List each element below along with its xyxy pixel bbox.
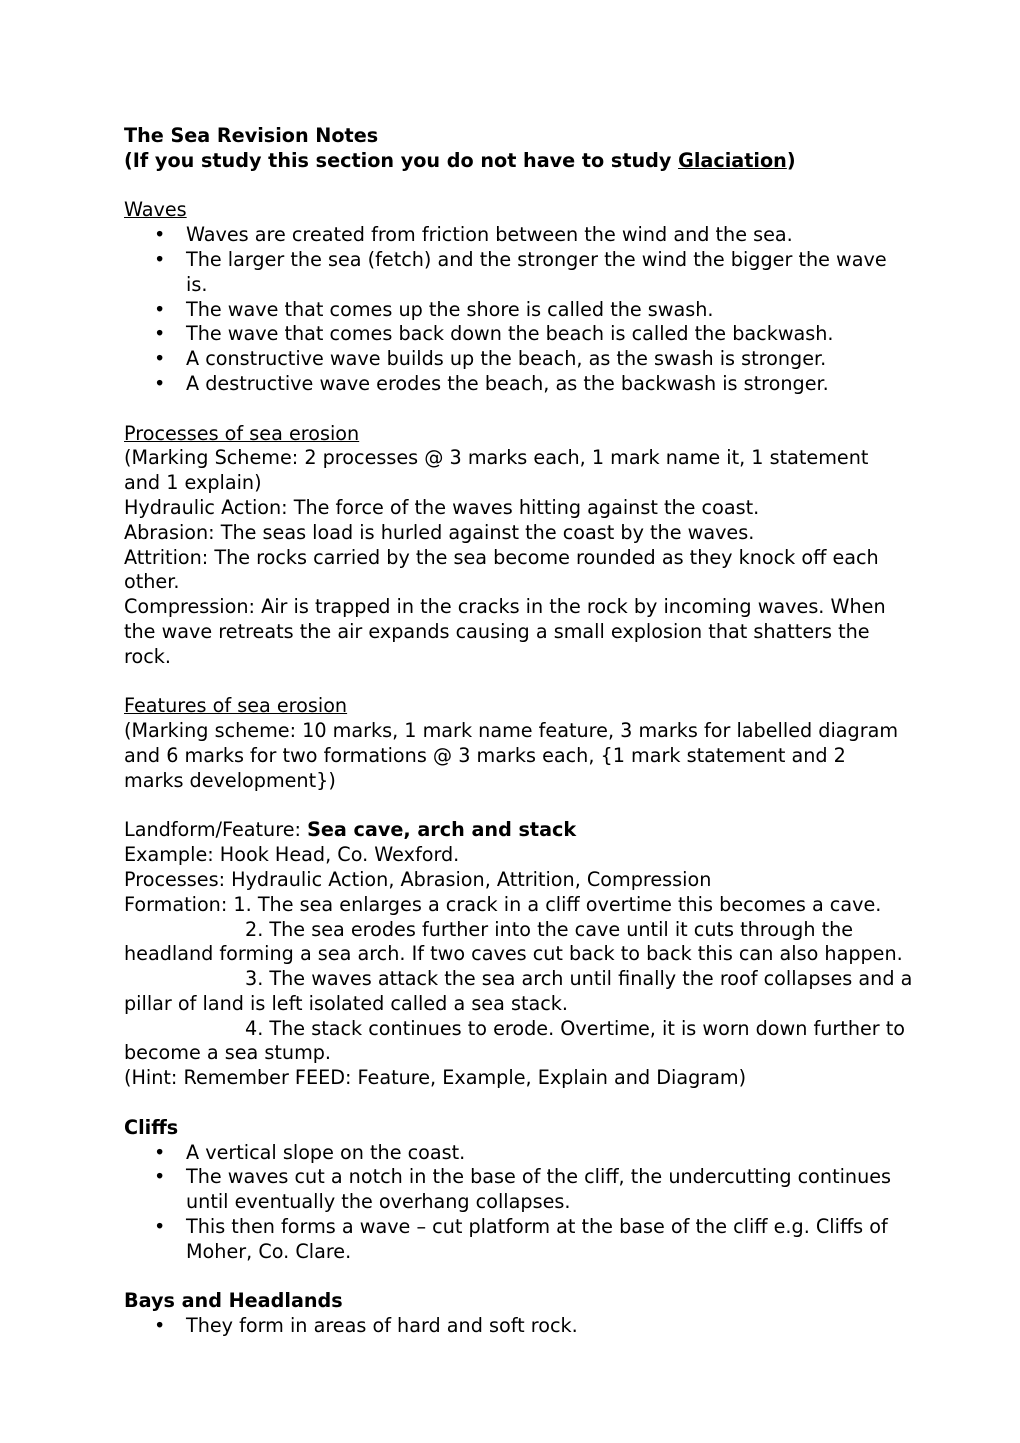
bullet-icon: • [154,1165,166,1189]
list-item-text: A vertical slope on the coast. [186,1140,466,1164]
abrasion: Abrasion: The seas load is hurled against the coast by the waves. [124,520,755,544]
waves-heading: Waves [124,198,187,222]
bays-heading: Bays and Headlands [124,1289,343,1313]
formation-step-3: 3. The waves attack the sea arch until finally the roof collapses and a [245,967,913,991]
list-item [124,298,904,323]
list-item [124,1314,904,1339]
list-item-text: This then forms a wave – cut platform at the base of the cliff e.g. Cliffs of Moher, Co. Clare. [186,1215,888,1263]
landform-example: Example: Hook Head, Co. Wexford. [124,843,460,867]
bullet-icon: • [154,1314,166,1338]
bullet-icon: • [154,322,166,346]
attrition: Attrition: The rocks carried by the sea become rounded as they knock off each other. [124,545,879,594]
list-item-text: They form in areas of hard and soft rock. [186,1314,578,1338]
cliffs-list [124,1141,904,1265]
list-item [124,322,904,347]
feed-hint: (Hint: Remember FEED: Feature, Example, Explain and Diagram) [124,1066,747,1090]
page-subtitle [124,149,904,174]
features-heading: Features of sea erosion [124,694,348,718]
features-marking: (Marking scheme: 10 marks, 1 mark name feature, 3 marks for labelled diagram and 6 marks for two formations @ 3 marks each, {1 mark statement and 2 marks development}) [124,719,899,792]
list-item [124,372,904,397]
bullet-icon: • [154,223,166,247]
list-item-text: A destructive wave erodes the beach, as the backwash is stronger. [186,371,829,395]
landform-title [124,818,904,843]
bullet-icon: • [154,297,166,321]
bullet-icon: • [154,347,166,371]
list-item [124,1165,904,1215]
list-item-text: The wave that comes up the shore is called the swash. [186,297,714,321]
list-item-text: The waves cut a notch in the base of the cliff, the undercutting continues until eventually the overhang collapses. [186,1165,892,1214]
landform-processes: Processes: Hydraulic Action, Abrasion, Attrition, Compression [124,867,712,891]
bullet-icon: • [154,1140,166,1164]
list-item [124,347,904,372]
subtitle-suffix: ) [786,148,796,172]
list-item-text: The wave that comes back down the beach is called the backwash. [186,322,834,346]
page-title: The Sea Revision Notes [124,124,379,147]
formation-step-4: 4. The stack continues to erode. Overtime, it is worn down further to [245,1016,906,1040]
bullet-icon: • [154,1215,166,1239]
document-content [124,124,913,1339]
landform-name: Sea cave, arch and stack [307,818,577,842]
list-item [124,1215,904,1265]
subtitle-prefix: (If you study this section you do not have to study [124,148,679,172]
processes-heading: Processes of sea erosion [124,421,360,445]
list-item-text: The larger the sea (fetch) and the stronger the wind the bigger the wave is. [186,247,887,296]
landform-label: Landform/Feature: [124,818,308,842]
list-item [124,1141,904,1166]
compression: Compression: Air is trapped in the cracks in the rock by incoming waves. When the wave retreats the air expands causing a small explosion that shatters the rock. [124,595,886,668]
bays-list [124,1314,904,1339]
formation-step-4-cont: become a sea stump. [124,1041,332,1065]
list-item-text: Waves are created from friction between the wind and the sea. [186,223,793,247]
bullet-icon: • [154,371,166,395]
processes-marking: (Marking Scheme: 2 processes @ 3 marks each, 1 mark name it, 1 statement and 1 explain) [124,446,869,495]
formation-step-2-cont: headland forming a sea arch. If two caves cut back to back this can also happen. [124,942,903,966]
formation-step-3-cont: pillar of land is left isolated called a sea stack. [124,991,569,1015]
list-item [124,223,904,248]
hydraulic-action: Hydraulic Action: The force of the waves hitting against the coast. [124,495,760,519]
glaciation-link[interactable]: Glaciation [678,148,787,172]
list-item [124,248,904,298]
cliffs-heading: Cliffs [124,1115,179,1139]
formation-step-2: 2. The sea erodes further into the cave until it cuts through the [245,917,854,941]
formation-step-1: Formation: 1. The sea enlarges a crack in a cliff overtime this becomes a cave. [124,892,882,916]
waves-list [124,223,904,397]
list-item-text: A constructive wave builds up the beach, as the swash is stronger. [186,347,827,371]
bullet-icon: • [154,247,166,271]
